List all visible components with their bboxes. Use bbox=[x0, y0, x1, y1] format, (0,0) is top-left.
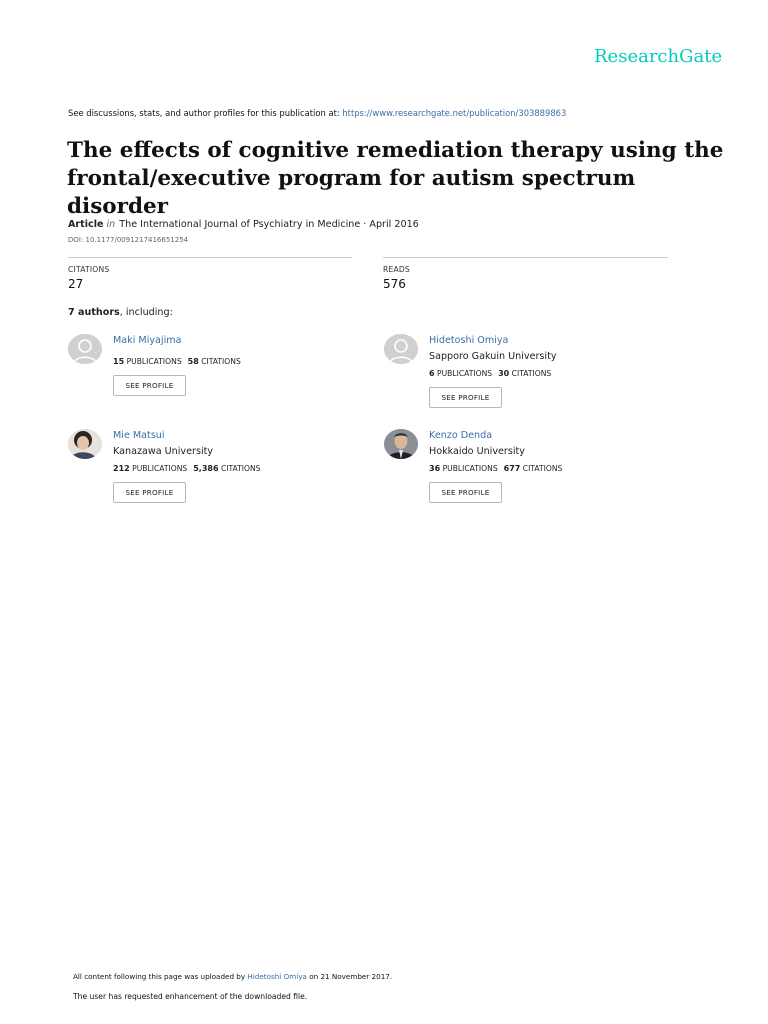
publications-label: PUBLICATIONS bbox=[126, 357, 182, 366]
author-stats bbox=[429, 463, 689, 474]
publications-count: 6 bbox=[429, 369, 435, 378]
publication-link[interactable]: https://www.researchgate.net/publication/303889863 bbox=[342, 108, 567, 118]
see-profile-button[interactable]: SEE PROFILE bbox=[113, 482, 186, 503]
publications-label: PUBLICATIONS bbox=[132, 464, 188, 473]
author-name[interactable]: Kenzo Denda bbox=[429, 430, 493, 441]
upload-prefix: All content following this page was uploaded by bbox=[73, 972, 246, 981]
citations-count: 5,386 bbox=[193, 464, 219, 473]
citations-label: CITATIONS bbox=[220, 464, 261, 473]
researchgate-logo[interactable]: ResearchGate bbox=[594, 46, 723, 67]
article-meta bbox=[68, 219, 419, 230]
discussion-line bbox=[68, 108, 566, 118]
default-avatar-icon[interactable] bbox=[68, 334, 102, 364]
see-profile-button[interactable]: SEE PROFILE bbox=[429, 387, 502, 408]
article-in: in bbox=[106, 219, 116, 230]
author-stats bbox=[113, 356, 373, 367]
citations-label: CITATIONS bbox=[522, 464, 563, 473]
citations-count: 677 bbox=[503, 464, 521, 473]
publications-count: 36 bbox=[429, 464, 441, 473]
upload-note bbox=[73, 972, 392, 981]
enhancement-note: The user has requested enhancement of the downloaded file. bbox=[73, 992, 308, 1001]
author-name[interactable]: Hidetoshi Omiya bbox=[429, 335, 509, 346]
citations-count: 27 bbox=[68, 277, 84, 291]
publications-count: 15 bbox=[113, 357, 125, 366]
authors-heading-suffix: , including: bbox=[119, 307, 173, 318]
citations-count: 30 bbox=[498, 369, 510, 378]
citations-label: CITATIONS bbox=[68, 265, 110, 274]
see-profile-button[interactable]: SEE PROFILE bbox=[429, 482, 502, 503]
citations-count: 58 bbox=[187, 357, 199, 366]
author-photo[interactable] bbox=[68, 429, 102, 459]
author-photo[interactable] bbox=[384, 429, 418, 459]
uploader-link[interactable]: Hidetoshi Omiya bbox=[247, 972, 307, 981]
author-name[interactable]: Maki Miyajima bbox=[113, 335, 182, 346]
author-stats bbox=[429, 368, 689, 379]
publications-label: PUBLICATIONS bbox=[442, 464, 498, 473]
divider-right bbox=[383, 257, 668, 258]
author-institution: Kanazawa University bbox=[113, 446, 214, 457]
author-institution: Hokkaido University bbox=[429, 446, 525, 457]
article-doi: DOI: 10.1177/0091217416651254 bbox=[68, 236, 189, 244]
authors-count: 7 authors bbox=[68, 307, 120, 318]
author-institution: Sapporo Gakuin University bbox=[429, 351, 557, 362]
see-profile-button[interactable]: SEE PROFILE bbox=[113, 375, 186, 396]
divider-left bbox=[68, 257, 352, 258]
upload-suffix: on 21 November 2017. bbox=[309, 972, 393, 981]
authors-heading bbox=[68, 307, 173, 318]
paper-title: The effects of cognitive remediation therapy using the frontal/executive program for autism spectrum disorder bbox=[67, 138, 724, 219]
author-name[interactable]: Mie Matsui bbox=[113, 430, 165, 441]
reads-count: 576 bbox=[383, 277, 406, 291]
default-avatar-icon[interactable] bbox=[384, 334, 418, 364]
publications-label: PUBLICATIONS bbox=[437, 369, 493, 378]
discussion-prefix: See discussions, stats, and author profiles for this publication at: bbox=[68, 108, 340, 118]
publications-count: 212 bbox=[113, 464, 130, 473]
article-venue: The International Journal of Psychiatry in Medicine · April 2016 bbox=[119, 219, 419, 230]
reads-label: READS bbox=[383, 265, 410, 274]
article-type: Article bbox=[68, 219, 104, 230]
citations-label: CITATIONS bbox=[511, 369, 552, 378]
citations-label: CITATIONS bbox=[201, 357, 241, 366]
author-stats bbox=[113, 463, 373, 474]
